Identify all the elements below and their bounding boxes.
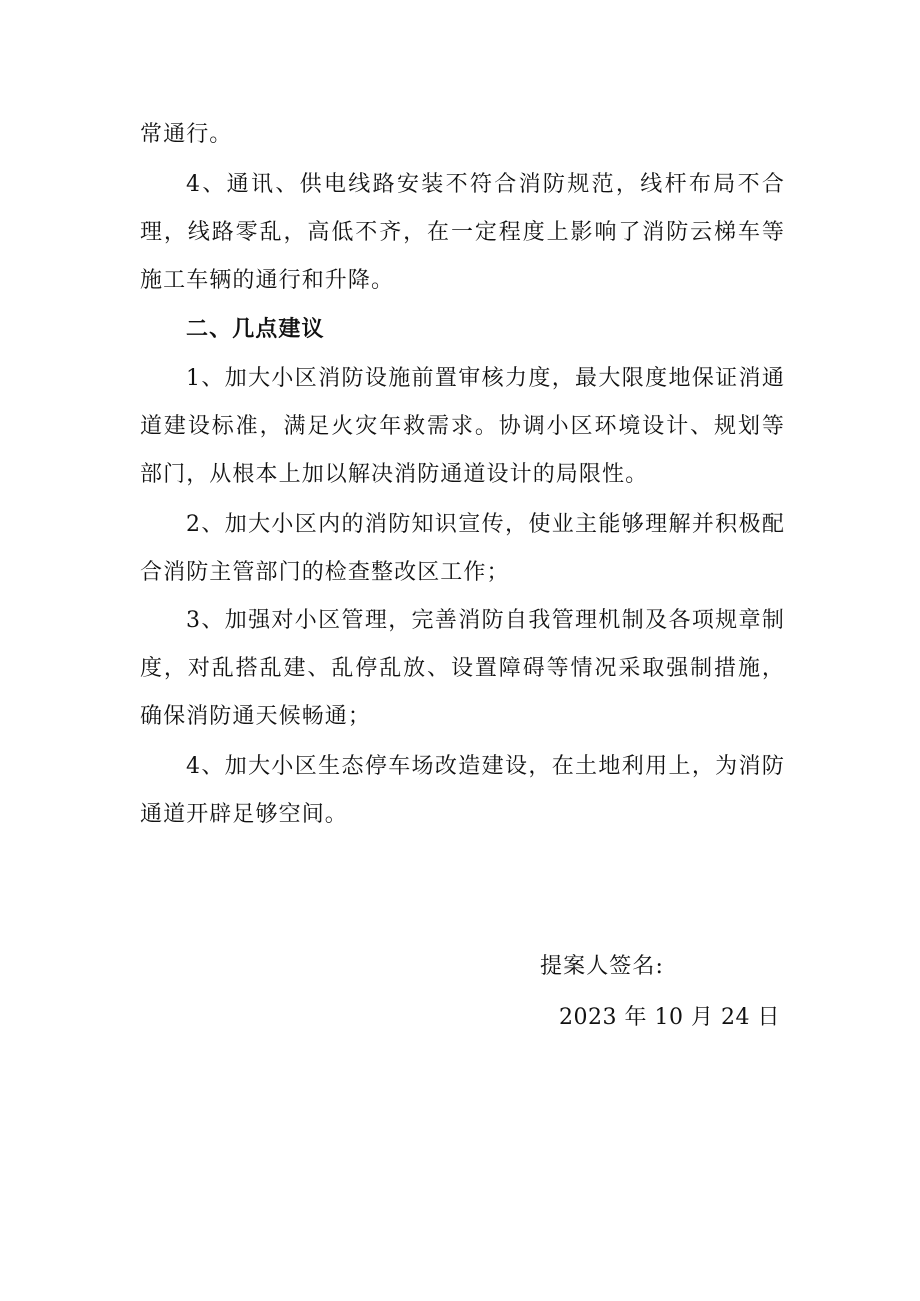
paragraph-suggestion-2: 2、加大小区内的消防知识宣传，使业主能够理解并积极配合消防主管部门的检查整改区工作； — [140, 512, 785, 585]
signature-label: 提案人签名: — [540, 954, 665, 979]
section-heading-suggestions: 二、几点建议 — [186, 317, 325, 342]
paragraph-suggestion-3: 3、加强对小区管理，完善消防自我管理机制及各项规章制度，对乱搭乱建、乱停乱放、设置障碍等情况采取强制措施，确保消防通天候畅通； — [140, 608, 785, 729]
document-date: 2023 年 10 月 24 日 — [559, 1005, 780, 1030]
paragraph-suggestion-4: 4、加大小区生态停车场改造建设，在土地利用上，为消防通道开辟足够空间。 — [140, 754, 785, 827]
paragraph-continuation: 常通行。 — [140, 122, 233, 147]
paragraph-problem-4: 4、通讯、供电线路安装不符合消防规范，线杆布局不合理，线路零乱，高低不齐，在一定程度上影响了消防云梯车等施工车辆的通行和升降。 — [140, 172, 785, 293]
paragraph-suggestion-1: 1、加大小区消防设施前置审核力度，最大限度地保证消通道建设标准，满足火灾年救需求。协调小区环境设计、规划等部门，从根本上加以解决消防通道设计的局限性。 — [140, 366, 785, 487]
